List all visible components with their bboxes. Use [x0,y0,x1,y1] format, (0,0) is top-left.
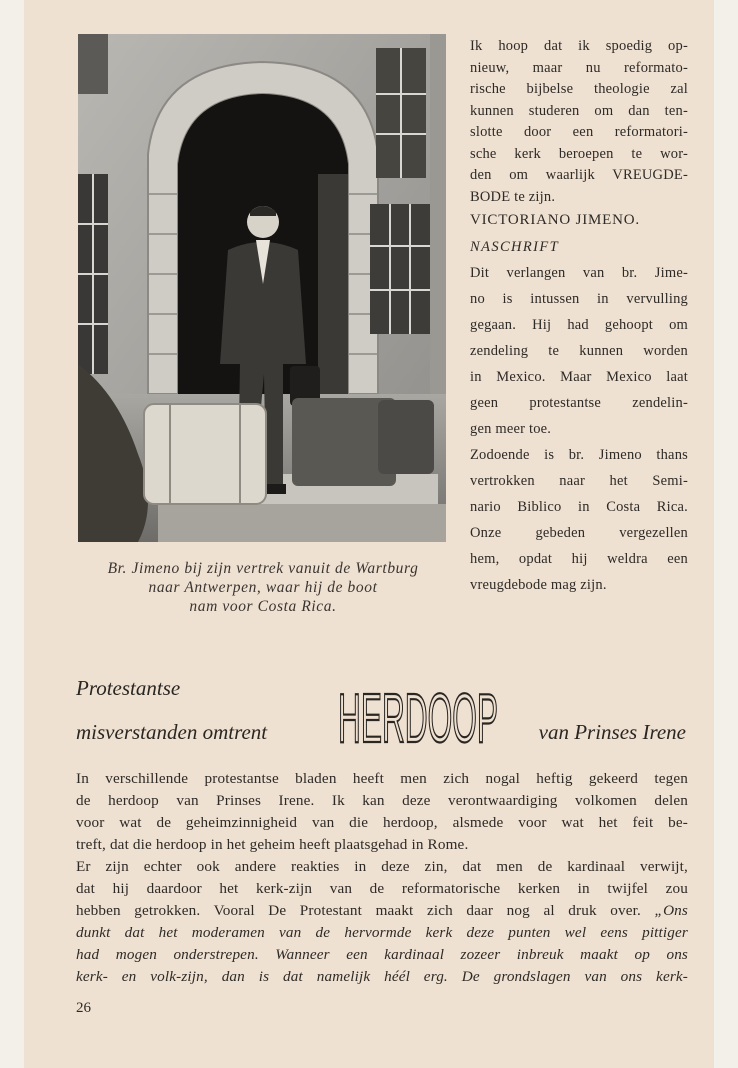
right-column-text [470,36,688,598]
text-line: In verschillende protestantse bladen heeft men zich nogal heftig gekeerd tegen [76,770,688,787]
text-line: vreugdebode mag zijn. [470,576,607,593]
article-body [76,768,688,988]
postscript-title: NASCHRIFT [470,238,560,255]
text-line: vertrokken naar het Semi- [470,472,688,489]
heading-tail: van Prinses Irene [538,720,686,744]
text-line: Zodoende is br. Jimeno thans [470,446,688,463]
heading-title-herdoop [338,682,498,744]
quote-line: had mogen onderstrepen. Wanneer een kardinaal zozeer inbreuk maakt op ons [76,946,688,963]
caption-line: nam voor Costa Rica. [189,598,337,615]
text-line: gegaan. Hij had gehoopt om [470,316,688,333]
text-line: hem, opdat hij weldra een [470,550,688,567]
heading-title-text: HERDOOP [338,682,498,744]
text-line: nario Biblico in Costa Rica. [470,498,688,515]
text-line: rische bijbelse theologie zal [470,81,688,97]
caption-line: Br. Jimeno bij zijn vertrek vanuit de Wartburg [107,560,419,577]
text-line: den om waarlijk VREUGDE- [470,167,688,183]
text-line: dat hij daardoor het kerk-zijn van de reformatorische kerken in twijfel zou [76,880,688,897]
article-heading [76,672,688,752]
quote-line: dunkt dat het moderamen van de hervormde kerk deze punten wel eens pittiger [76,924,688,941]
text-line: nieuw, maar nu reformato- [470,59,688,76]
photograph-man-with-suitcases-icon [78,34,446,542]
text-line: BODE te zijn. [470,188,556,205]
text-line: treft, dat die herdoop in het geheim heeft plaatsgehad in Rome. [76,836,469,853]
author-signature: VICTORIANO JIMENO. [470,212,640,228]
page-number: 26 [76,1000,91,1016]
text-line: Onze gebeden vergezellen [470,524,688,541]
text-line: in Mexico. Maar Mexico laat [470,368,688,385]
text-line [76,900,688,922]
heading-line-2: misverstanden omtrent [76,720,268,744]
text-line: geen protestantse zendelin- [470,394,688,411]
text-line: sche kerk beroepen te wor- [470,145,688,162]
text-line: Dit verlangen van br. Jime- [470,264,688,281]
text-line: kunnen studeren om dan ten- [470,102,688,119]
text-line: voor wat de geheimzinnigheid van die herdoop, alsmede voor wat het feit be- [76,814,688,831]
quote-start: „Ons [654,902,688,919]
text-line: slotte door een reformatori- [470,124,688,140]
quote-line: kerk- en volk-zijn, dan is dat namelijk héél erg. De grondslagen van ons kerk- [76,968,688,985]
text-line: Er zijn echter ook andere reakties in deze zin, dat men de kardinaal verwijt, [76,858,688,875]
photo-caption [70,559,456,616]
text-line: Ik hoop dat ik spoedig op- [470,38,688,54]
text-line: de herdoop van Prinses Irene. Ik kan deze verontwaardiging volkomen delen [76,792,688,809]
text-line: no is intussen in vervulling [470,290,688,307]
heading-line-1: Protestantse [76,676,181,700]
text-segment: hebben getrokken. Vooral De Protestant maakt zich daar nog al druk over. [76,902,655,919]
text-line: gen meer toe. [470,420,552,437]
text-line: zendeling te kunnen worden [470,342,688,359]
caption-line: naar Antwerpen, waar hij de boot [148,579,378,596]
